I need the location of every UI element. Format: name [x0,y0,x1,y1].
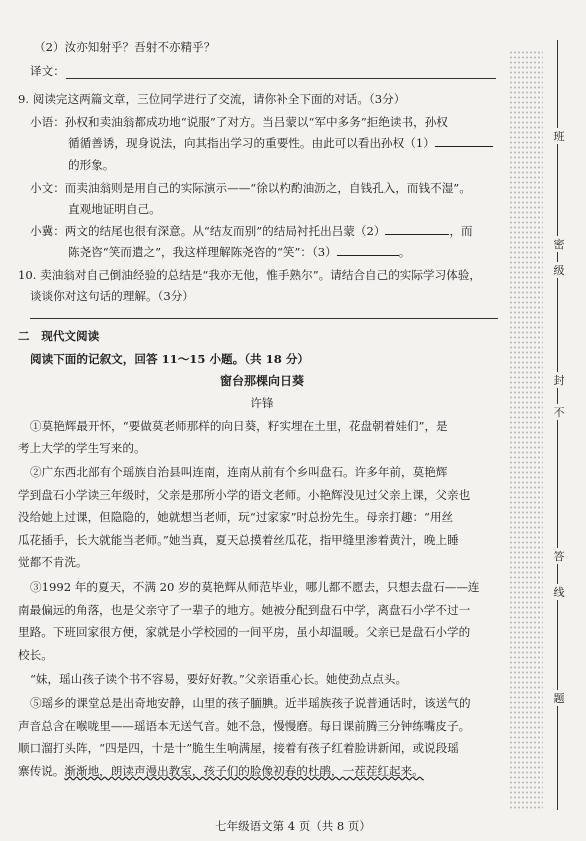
blank-2 [385,224,449,235]
paragraph-4: “妹，瑶山孩子读个书不容易，要好好教。”父亲语重心长。她使劲点点头。 [30,672,408,686]
q8-item-2: （2）汝亦知射乎？吾射不亦精乎？ [34,40,216,54]
margin-char: 班 [549,128,569,144]
paragraph-3-cont: 校长。 [18,648,53,662]
paragraph-5-cont: 顺口溜打头阵，“四是四，十是十”脆生生响满屋，接着有孩子红着脸讲新闻，或说段瑶 [18,741,459,755]
paragraph-1-cont: 考上大学的学生写来的。 [18,441,146,455]
margin-char: 答 [549,548,569,564]
question-10: 10. 卖油翁对自己倒油经验的总结是“我亦无他，惟手熟尔”。请结合自己的实际学习体验， [18,268,481,282]
dialogue-text: ，而 [449,224,473,238]
dialogue-xiaoyu: 小语：孙权和卖油翁都成功地“说服”了对方。当吕蒙以“军中多务”拒绝读书，孙权 [30,115,448,129]
paragraph-text: 寨传说。 [18,764,65,778]
paragraph-3-cont: 南最偏远的角落，也是父亲守了一辈子的地方。她被分配到盘石中学，离盘石小学不过一 [18,603,471,617]
article-author: 许锋 [250,396,274,410]
paragraph-2: ②广东西北部有个瑶族自治县叫连南，连南从前有个乡叫盘石。许多年前，莫艳辉 [30,465,448,479]
dialogue-xiaoji-cont [68,245,410,259]
dialogue-xiaowen: 小文：而卖油翁则是用自己的实际演示——“徐以杓酌油沥之，自钱孔入，而钱不湿”。 [30,181,471,195]
paragraph-2-cont: 没给她上过课，但隐隐的，她就想当老师，玩“过家家”时总扮先生。母亲打趣：“用丝 [18,510,454,524]
paragraph-5-cont: 声音总含在喉咙里——瑶语本无送气音。她不急，慢慢磨。每日课前腾三分钟练嘴皮子。 [18,719,471,733]
paragraph-2-cont: 瓜花插手，长大就能当老师。”她当真，夏天总摸着丝瓜花，指甲缝里渗着黄汁，晚上睡 [18,533,459,547]
question-10-cont: 谈谈你对这句话的理解。（3分） [30,289,194,303]
reading-intro: 阅读下面的记叙文，回答 11～15 小题。（共 18 分） [30,352,310,366]
answer-line [30,318,498,319]
paragraph-2-cont: 学到盘石小学读三年级时，父亲是那所小学的语文老师。小艳辉没见过父亲上课，父亲也 [18,488,471,502]
dialogue-xiaoyu-end: 的形象。 [68,158,115,172]
question-9: 9. 阅读完这两篇文章，三位同学进行了交流，请你补全下面的对话。（3分） [18,92,406,106]
dialogue-text: 循循善诱，现身说法，向其指出学习的重要性。由此可以看出孙权（1） [68,136,435,150]
paragraph-3-cont: 里路。下班回家很方便，家就是小学校园的一间平房，虽小却温暖。父亲已是盘石小学的 [18,625,471,639]
dialogue-xiaowen-cont: 直观地证明自己。 [68,202,161,216]
dialogue-text: 。 [398,245,411,259]
translation-label: 译文： [30,64,65,78]
dialogue-text: 陈尧咨“笑而遣之”，我这样理解陈尧咨的“笑”：（3） [68,245,337,259]
margin-char: 题 [549,690,569,706]
margin-char: 密 [549,236,569,252]
article-title: 窗台那棵向日葵 [219,374,304,388]
paragraph-2-cont: 觉都不肯洗。 [18,555,88,569]
answer-line [66,78,496,79]
binding-margin [505,0,586,841]
paragraph-1: ①莫艳辉最开怀，“要做莫老师那样的向日葵，籽实埋在土里，花盘朝着娃们”，是 [30,419,448,433]
paragraph-5-cont [18,764,424,778]
dotted-binding-strip [509,50,543,810]
paragraph-5: ⑤瑶乡的课堂总是出奇地安静，山里的孩子腼腆。近半瑶族孩子说普通话时，该送气的 [30,696,471,710]
margin-char: 封 [549,372,569,388]
margin-char: 级 [549,262,569,278]
dialogue-xiaoji [30,224,473,238]
margin-char: 不 [549,404,569,420]
paragraph-3: ③1992 年的夏天，不满 20 岁的莫艳辉从师范毕业，哪儿都不愿去，只想去盘石——连 [30,580,480,594]
margin-char: 线 [549,584,569,600]
page-footer: 七年级语文第 4 页（共 8 页） [215,819,371,833]
dialogue-text: 小冀：两文的结尾也很有深意。从“结友而别”的结局衬托出吕蒙（2） [30,224,386,238]
section-heading: 二 现代文阅读 [18,329,100,343]
wavy-underlined-sentence: 渐渐地，朗读声漫出教室，孩子们的脸像初春的杜鹃，一茬茬红起来。 [64,764,424,778]
blank-1 [435,136,493,147]
dialogue-xiaoyu-cont [68,136,493,150]
blank-3 [337,245,399,256]
